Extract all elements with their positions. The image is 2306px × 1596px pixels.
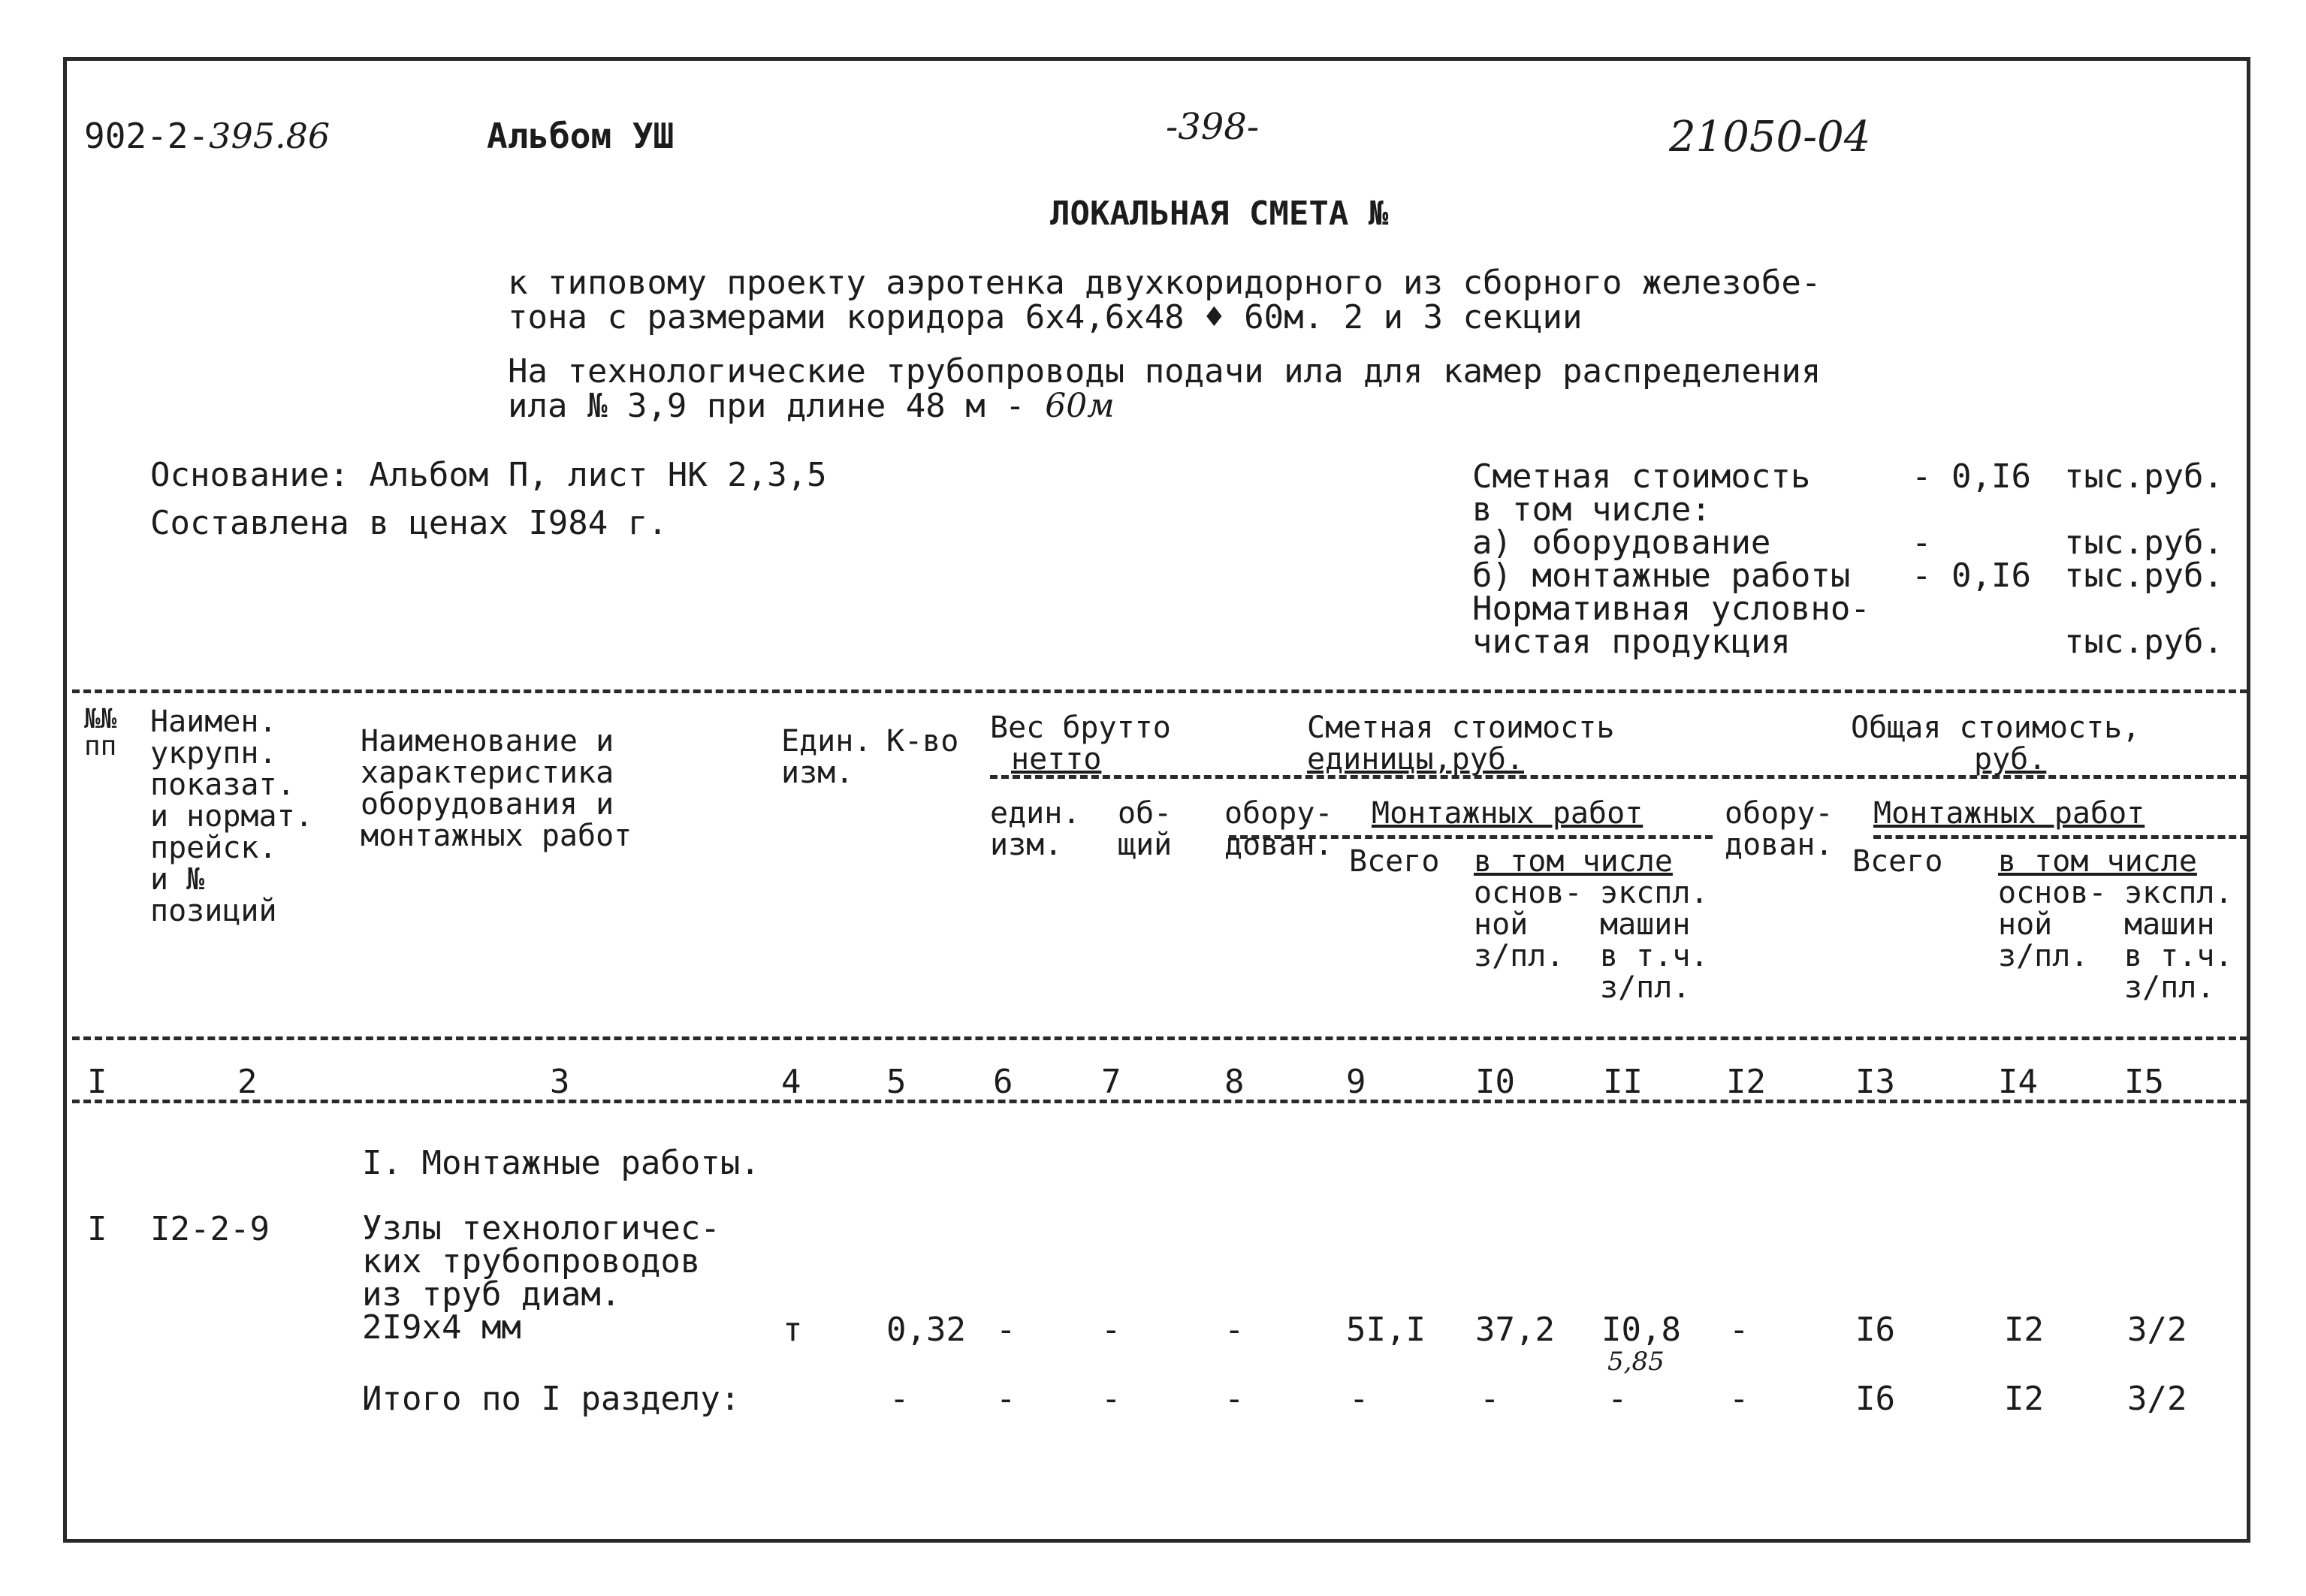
subtitle-line-1: к типовому проекту аэротенка двухкоридорного из сборного железобе- — [508, 264, 1822, 302]
doc-code: 21050-04 — [1669, 113, 1871, 161]
cost-including-label: в том числе: — [1472, 490, 1711, 529]
total-c7: - — [1101, 1380, 1121, 1418]
subtitle-line-4 — [508, 389, 1115, 424]
cost-equipment-value: - — [1912, 523, 1932, 562]
header-total-cost-sub: руб. — [1974, 742, 2047, 777]
subtitle-line-4-text: ила № 3,9 при длине 48 м - — [508, 387, 1025, 425]
total-c5: - — [889, 1380, 910, 1418]
row-c12: - — [1729, 1311, 1749, 1349]
prices-year-text: Составлена в ценах I984 г. — [150, 504, 668, 542]
row-c11: I0,8 — [1601, 1311, 1681, 1349]
row-c14: I2 — [2004, 1311, 2044, 1349]
col-num-2: 2 — [237, 1063, 258, 1101]
col-num-7: 7 — [1101, 1063, 1121, 1101]
header-col1: №№ пп — [84, 704, 117, 762]
header-install-label-2: Монтажных работ — [1873, 796, 2145, 831]
page-title: ЛОКАЛЬНАЯ СМЕТА № — [1050, 195, 1389, 233]
cost-net-unit: тыс.руб. — [2064, 623, 2223, 661]
basis-text: Основание: Альбом П, лист НК 2,3,5 — [150, 456, 827, 494]
total-c14: I2 — [2004, 1380, 2044, 1418]
header-col8: обору- дован. — [1224, 796, 1333, 862]
header-col6: един. изм. — [990, 796, 1081, 862]
col-num-5: 5 — [886, 1063, 907, 1101]
page-number: -398- — [1166, 106, 1260, 148]
col-num-8: 8 — [1224, 1063, 1245, 1101]
header-unit-cost-label: Сметная стоимость — [1307, 711, 1615, 745]
header-col2: Наимен. укрупн. показат. и нормат. прейск. и № позиций — [150, 704, 313, 928]
header-col14: основ- ной з/пл. — [1998, 876, 2107, 973]
header-col12: обору- дован. — [1725, 796, 1834, 862]
header-install-label: Монтажных работ — [1372, 796, 1643, 831]
unit-cost-subrule — [990, 775, 2247, 779]
row-c11-hand: 5,85 — [1607, 1347, 1665, 1377]
header-incl-label-2: в том числе — [1998, 844, 2197, 879]
header-col9: Всего — [1349, 844, 1440, 879]
row-c9: 5I,I — [1346, 1311, 1426, 1349]
header-col3: Наименование и характеристика оборудования и монтажных работ — [361, 724, 632, 853]
total-c8: - — [1224, 1380, 1245, 1418]
cost-equipment-unit: тыс.руб. — [2064, 523, 2223, 562]
total-c15: 3/2 — [2127, 1380, 2187, 1418]
header-col10: основ- ной з/пл. — [1474, 876, 1583, 973]
col-num-3: 3 — [550, 1063, 570, 1101]
total-c10: - — [1480, 1380, 1500, 1418]
col-num-11: II — [1603, 1063, 1643, 1101]
doc-number-prefix: 902-2- — [84, 116, 210, 156]
row-c6: - — [996, 1311, 1016, 1349]
album-label: Альбом УШ — [487, 116, 675, 156]
cost-installation-value: - 0,I6 — [1912, 557, 2031, 595]
row-code: I2-2-9 — [150, 1210, 270, 1248]
cost-installation-unit: тыс.руб. — [2064, 557, 2223, 595]
subtitle-line-4-hand: 60м — [1045, 387, 1115, 425]
header-col13: Всего — [1852, 844, 1943, 879]
cost-total-label: Сметная стоимость — [1472, 457, 1811, 496]
subtitle-line-2: тона с размерами коридора 6х4,6х48 ♦ 60м. 2 и 3 секции — [508, 298, 1583, 336]
cost-net-label-2: чистая продукция — [1472, 623, 1791, 661]
header-col4: Един. изм. — [781, 724, 872, 790]
header-col15: экспл. машин в т.ч. з/пл. — [2124, 876, 2233, 1005]
column-numbers-rule — [72, 1100, 2247, 1103]
total-c11: - — [1607, 1380, 1628, 1418]
row-qty: 0,32 — [886, 1311, 966, 1349]
col-num-15: I5 — [2124, 1063, 2164, 1101]
col-num-6: 6 — [993, 1063, 1013, 1101]
cost-total-unit: тыс.руб. — [2064, 457, 2223, 496]
total-c6: - — [996, 1380, 1016, 1418]
total-c12: - — [1729, 1380, 1749, 1418]
col-num-9: 9 — [1346, 1063, 1366, 1101]
col-num-12: I2 — [1726, 1063, 1766, 1101]
table-top-rule — [72, 689, 2247, 693]
header-bottom-rule — [72, 1036, 2247, 1040]
header-incl-label: в том числе — [1474, 844, 1673, 879]
cost-installation-label: б) монтажные работы — [1472, 557, 1851, 595]
row-c13: I6 — [1855, 1311, 1895, 1349]
cost-net-label-1: Нормативная условно- — [1472, 590, 1870, 628]
row-c10: 37,2 — [1475, 1311, 1555, 1349]
header-unit-cost-sub: единицы,руб. — [1307, 742, 1524, 777]
doc-number — [84, 116, 331, 156]
subtitle-line-3: На технологические трубопроводы подачи ила для камер распределения — [508, 352, 1822, 391]
row-c15: 3/2 — [2127, 1311, 2187, 1349]
col-num-4: 4 — [781, 1063, 801, 1101]
cost-equipment-label: а) оборудование — [1472, 523, 1771, 562]
section-title: I. Монтажные работы. — [362, 1144, 760, 1182]
col-num-1: I — [87, 1063, 107, 1101]
header-weight-netto: нетто — [1011, 742, 1102, 777]
row-c7: - — [1101, 1311, 1121, 1349]
header-total-cost-label: Общая стоимость, — [1851, 711, 2141, 745]
col-num-14: I4 — [1998, 1063, 2038, 1101]
total-label: Итого по I разделу: — [362, 1380, 741, 1418]
cost-total-value: - 0,I6 — [1912, 457, 2031, 496]
header-col11: экспл. машин в т.ч. з/пл. — [1600, 876, 1709, 1005]
row-unit: т — [783, 1311, 803, 1349]
install-subrule-2 — [1873, 835, 2247, 839]
doc-number-hand: 395.86 — [209, 116, 331, 156]
header-col7: об- щий — [1118, 796, 1173, 862]
col-num-10: I0 — [1475, 1063, 1515, 1101]
total-c13: I6 — [1855, 1380, 1895, 1418]
row-num: I — [87, 1210, 107, 1248]
row-c8: - — [1224, 1311, 1245, 1349]
header-weight-label: Вес брутто — [990, 711, 1171, 745]
header-col5: К-во — [886, 724, 959, 759]
row-name: Узлы технологичес- ких трубопроводов из труб диам. 2I9х4 мм — [362, 1209, 720, 1347]
col-num-13: I3 — [1855, 1063, 1895, 1101]
total-c9: - — [1349, 1380, 1369, 1418]
